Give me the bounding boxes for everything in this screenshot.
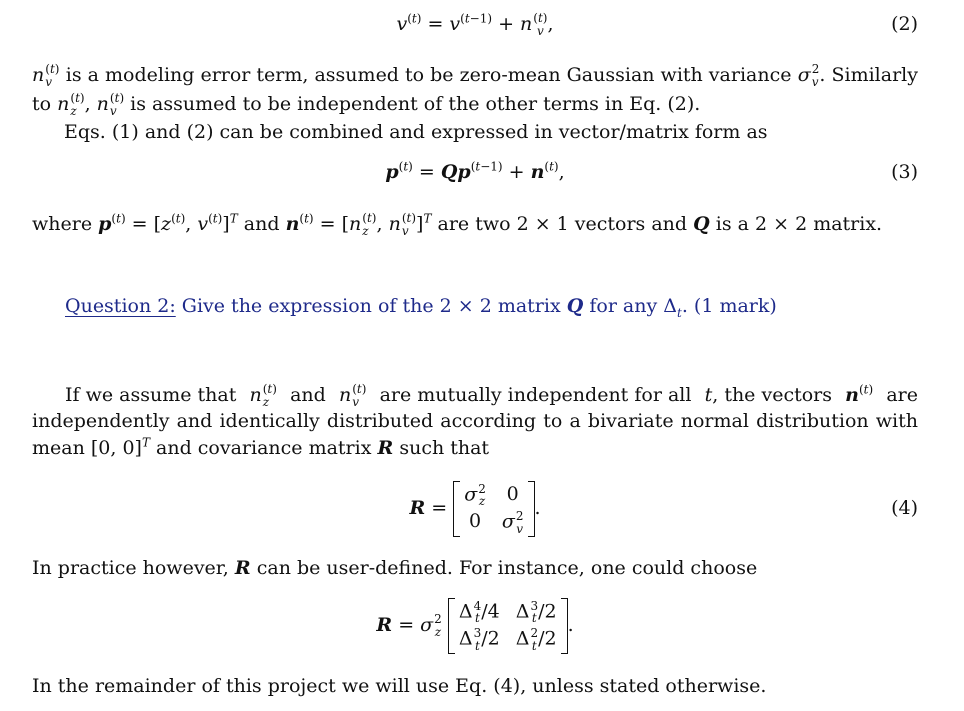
alternative-matrix: Δ 4 t /4 Δ 3 t /2 Δ 3 t /2 Δ 2 t /2 [448, 598, 568, 654]
paragraph-4-line-3: mean [0, 0]$^T$ and covariance matrix R such that [32, 435, 490, 459]
paragraph-1-line-2: to n (t) z , n (t) v is assumed to be independent of the other terms in Eq. (2). [32, 91, 701, 118]
question-2: Question 2: Give the expression of the 2 × 2 matrix Q for any $\Delta_t$. (1 mark) [65, 295, 777, 320]
equation-2-number: (2) [891, 13, 918, 35]
equation-4 [32, 478, 918, 538]
equation-4-number: (4) [891, 497, 918, 519]
paragraph-6: In the remainder of this project we will use Eq. (4), unless stated otherwise. [32, 675, 767, 697]
covariance-matrix: σ 2 z 0 0 σ 2 v [453, 481, 534, 537]
equation-4-body: R = σ 2 z 0 0 σ 2 v . [409, 481, 541, 536]
equation-2-body: $v^{(t)} = v^{(t-1)} + n$ (t) v , [396, 11, 554, 38]
paragraph-5: In practice however, R can be user-defined. For instance, one could choose [32, 557, 758, 579]
equation-r-alternative [32, 595, 918, 655]
paragraph-2: Eqs. (1) and (2) can be combined and expressed in vector/matrix form as [64, 121, 768, 143]
equation-3-body: $p^{(t)} = Qp^{(t-1)} + n^{(t)}$, [385, 159, 565, 183]
question-2-label: Question 2: [65, 295, 176, 317]
paragraph-3: where $p^{(t)} = [z^{(t)}$, $v^{(t)}]^T$ and $n^{(t)} = [n$ (t) z , n (t) v ]$^T$ are two 2 × 1 vectors and Q is a 2 × 2 matrix. [32, 211, 883, 238]
equation-3 [32, 160, 918, 200]
equation-2 [32, 12, 918, 52]
equation-r-alternative-body: R = σ 2 z Δ 4 t /4 Δ 3 t /2 Δ 3 t /2 Δ 2 t /2 . [376, 598, 574, 653]
equation-3-number: (3) [891, 161, 918, 183]
paragraph-4-line-1: If we assume that n (t) z and n (t) v are mutually independent for all t, the vectors $n^{(t)}$ are [65, 382, 918, 409]
paragraph-1-line-1: n (t) v is a modeling error term, assumed to be zero-mean Gaussian with variance σ 2 v . Similarly [32, 62, 918, 89]
paragraph-4-line-2: independently and identically distributed according to a bivariate normal distribution with [32, 410, 918, 432]
